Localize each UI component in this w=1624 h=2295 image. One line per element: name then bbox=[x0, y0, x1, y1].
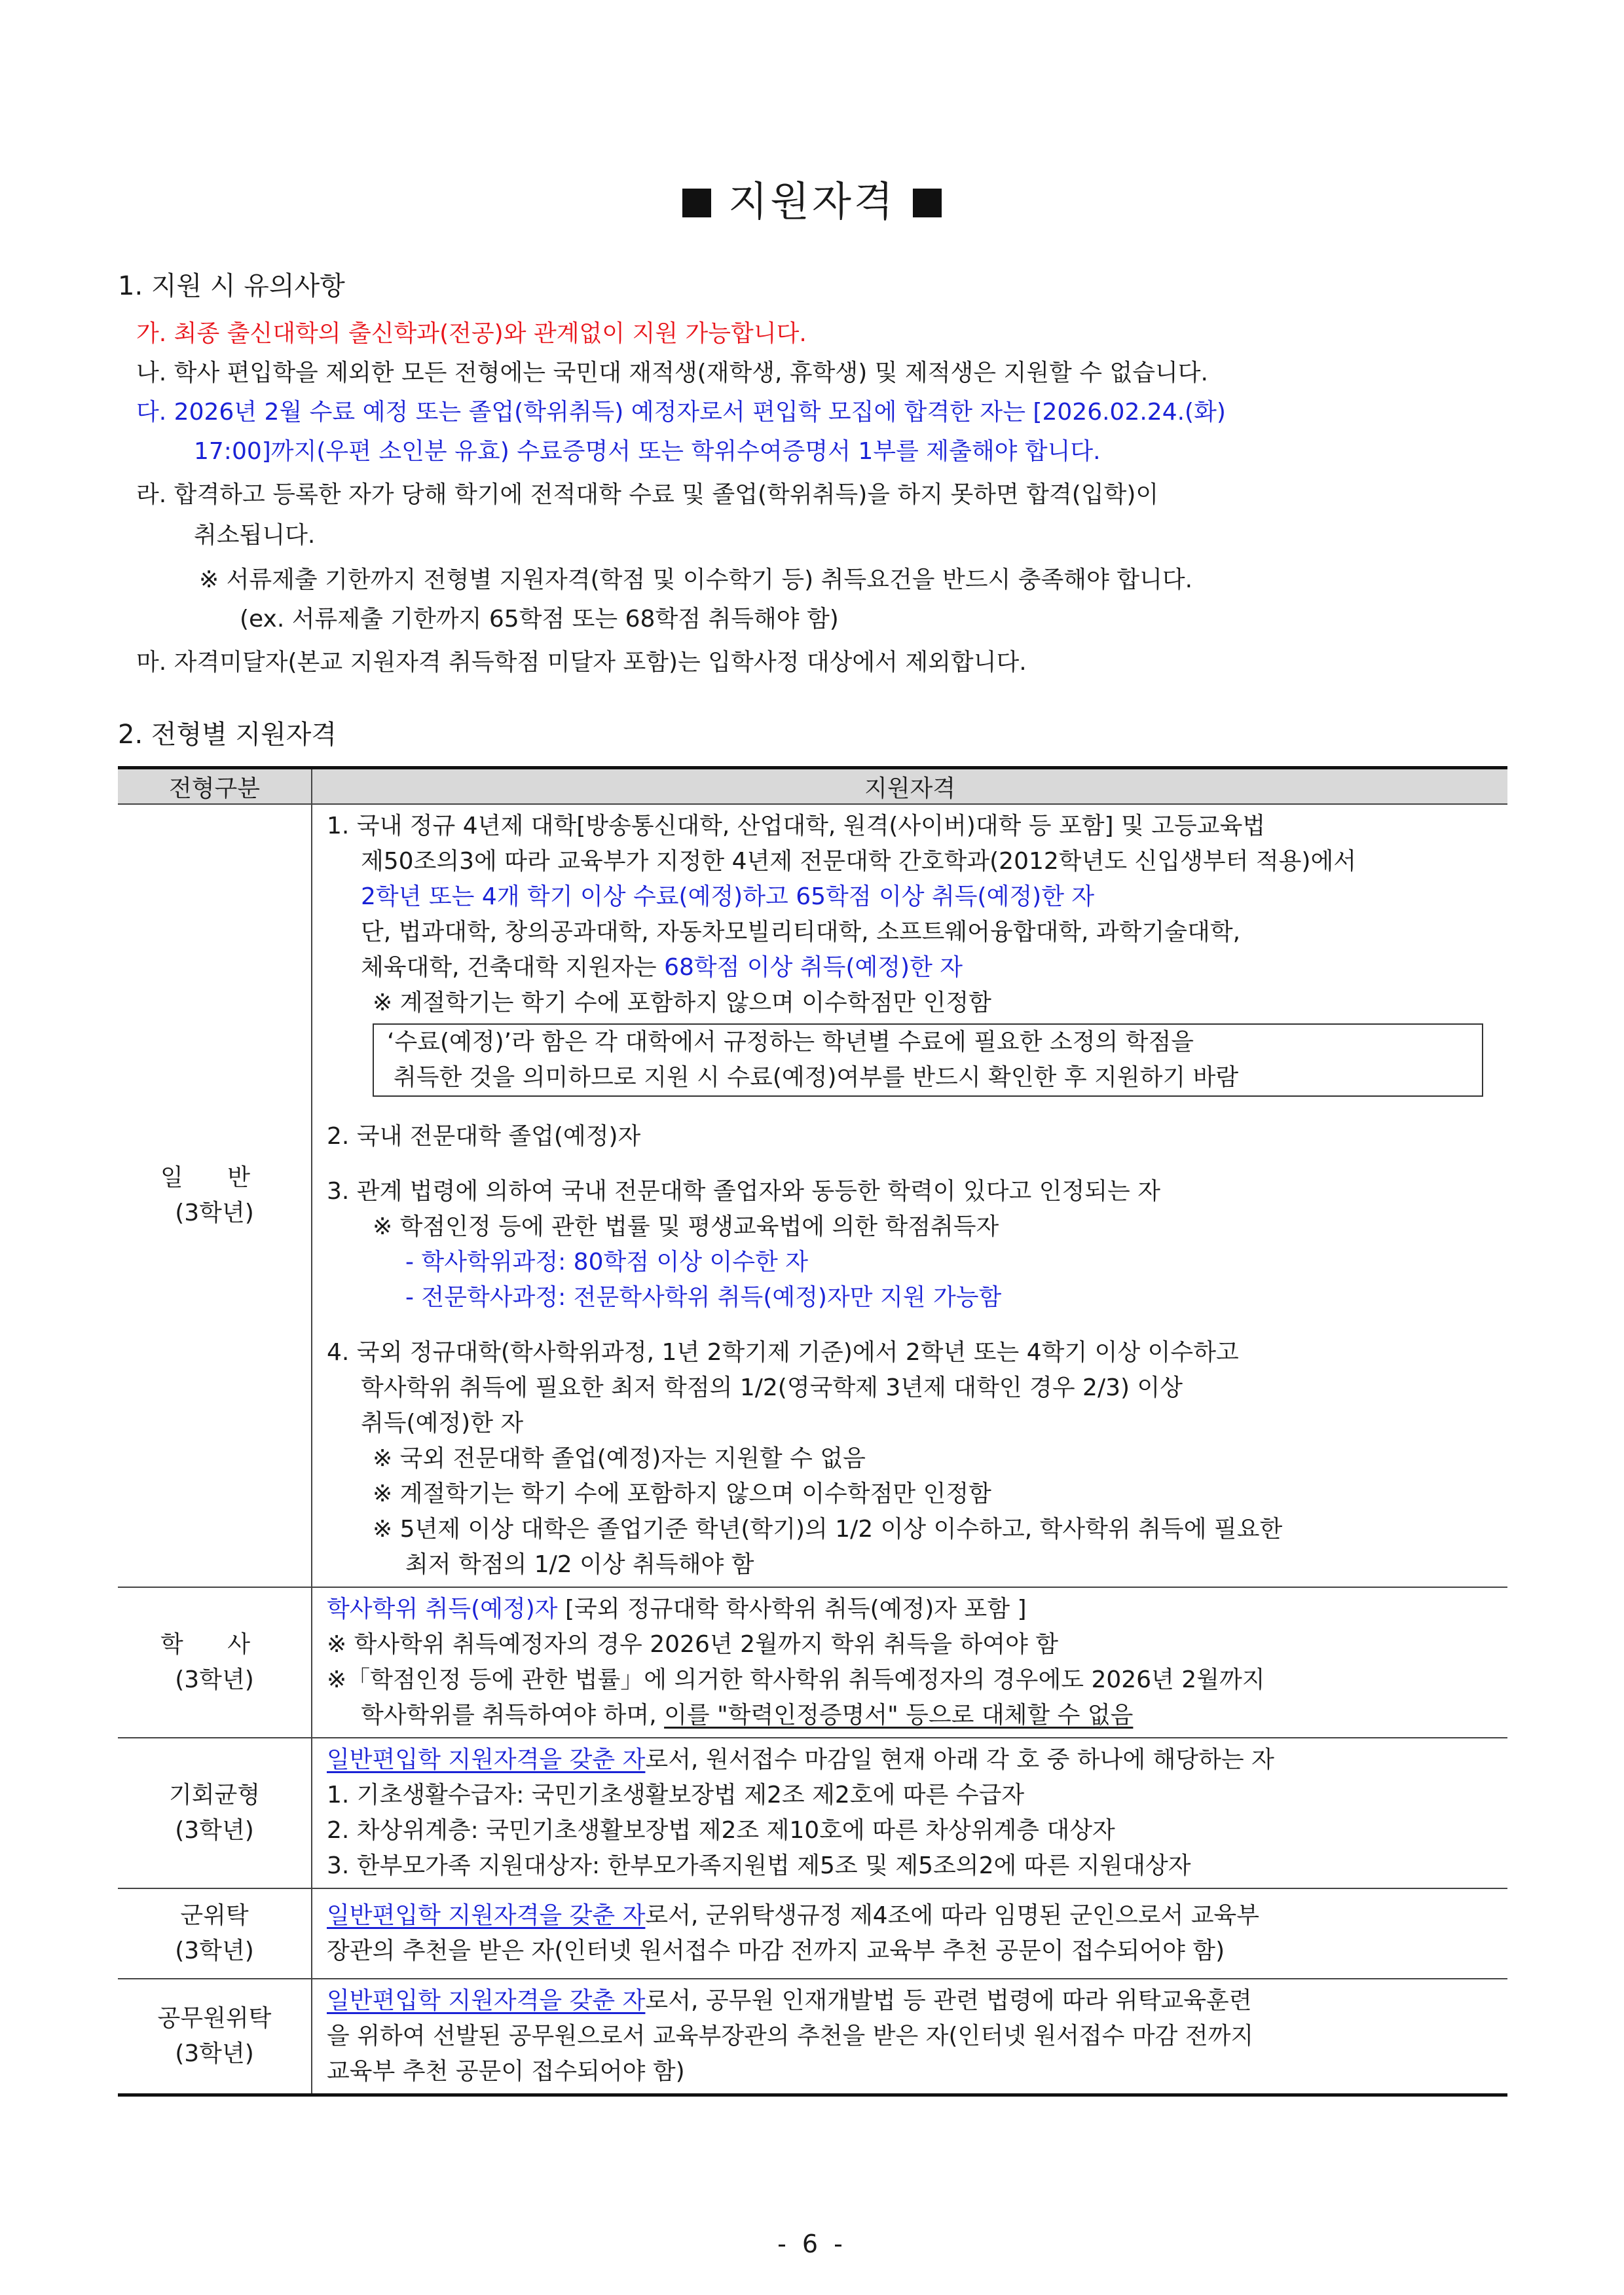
col-header-qualification: 지원자격 bbox=[312, 768, 1507, 805]
black-square-icon bbox=[682, 189, 711, 217]
category-sub: (3학년) bbox=[175, 1666, 254, 1693]
general-p1-line5 bbox=[327, 950, 1507, 985]
military-line2: 장관의 추천을 받은 자(인터넷 원서접수 마감 전까지 교육부 추천 공문이 접수되어야 함) bbox=[327, 1937, 1225, 1964]
category-label: 군위탁 bbox=[180, 1902, 249, 1929]
note-ra-1: 라. 합격하고 등록한 자가 당해 학기에 전적대학 수료 및 졸업(학위취득)을 하지 못하면 합격(입학)이 bbox=[136, 481, 1159, 508]
general-p1-line1: 1. 국내 정규 4년제 대학[방송통신대학, 산업대학, 원격(사이버)대학 등 포함] 및 고등교육법 bbox=[327, 813, 1266, 839]
page-title bbox=[0, 169, 1624, 227]
category-label: 일 반 bbox=[160, 1164, 268, 1191]
bachelor-line2: ※ 학사학위 취득예정자의 경우 2026년 2월까지 학위 취득을 하여야 함 bbox=[327, 1631, 1059, 1658]
bachelor-line4-underlined: 이를 "학력인정증명서" 등으로 대체할 수 없음 bbox=[664, 1702, 1134, 1729]
note-ga: 가. 최종 출신대학의 출신학과(전공)와 관계없이 지원 가능합니다. bbox=[136, 320, 807, 347]
section2-heading: 2. 전형별 지원자격 bbox=[118, 720, 337, 750]
general-p4-line5: ※ 계절학기는 학기 수에 포함하지 않으며 이수학점만 인정함 bbox=[373, 1480, 991, 1507]
general-p3-line1: 3. 관계 법령에 의하여 국내 전문대학 졸업자와 동등한 학력이 있다고 인정되는 자 bbox=[327, 1178, 1161, 1205]
category-sub: (3학년) bbox=[175, 1937, 254, 1964]
qualification-military bbox=[312, 1888, 1507, 1979]
box-line1: ‘수료(예정)’라 함은 각 대학에서 규정하는 학년별 수료에 필요한 소정의 학점을 bbox=[387, 1029, 1194, 1056]
equal-item1: 1. 기초생활수급자: 국민기초생활보장법 제2조 제2호에 따른 수급자 bbox=[327, 1782, 1025, 1808]
qualification-equal-opportunity bbox=[312, 1738, 1507, 1888]
civil-line1-rest: 로서, 공무원 인재개발법 등 관련 법령에 따라 위탁교육훈련 bbox=[645, 1987, 1252, 2014]
category-civil-servant bbox=[118, 1979, 312, 2095]
note-da-2: 17:00]까지(우편 소인분 유효) 수료증명서 또는 학위수여증명서 1부를 제출해야 합니다. bbox=[194, 438, 1101, 465]
category-label: 기회균형 bbox=[168, 1782, 261, 1808]
table-header-row bbox=[118, 768, 1507, 805]
category-military bbox=[118, 1888, 312, 1979]
civil-line2: 을 위하여 선발된 공무원으로서 교육부장관의 추천을 받은 자(인터넷 원서접수 마감 전까지 bbox=[327, 2023, 1254, 2049]
bachelor-line1-blue: 학사학위 취득(예정)자 bbox=[327, 1596, 558, 1623]
col-header-type: 전형구분 bbox=[118, 768, 312, 805]
general-p4-line4: ※ 국외 전문대학 졸업(예정)자는 지원할 수 없음 bbox=[373, 1445, 866, 1472]
category-sub: (3학년) bbox=[175, 1200, 254, 1226]
civil-line1 bbox=[327, 1983, 1507, 2019]
category-label: 공무원위탁 bbox=[157, 2005, 272, 2032]
note-ra-2: 취소됩니다. bbox=[194, 522, 316, 549]
general-p4-line1: 4. 국외 정규대학(학사학위과정, 1년 2학기제 기준)에서 2학년 또는 4학기 이상 이수하고 bbox=[327, 1339, 1239, 1366]
category-sub: (3학년) bbox=[175, 1817, 254, 1844]
category-equal-opportunity bbox=[118, 1738, 312, 1888]
general-p1-line3: 2학년 또는 4개 학기 이상 수료(예정)하고 65학점 이상 취득(예정)한 자 bbox=[361, 883, 1095, 910]
note-asterisk-1: ※ 서류제출 기한까지 전형별 지원자격(학점 및 이수학기 등) 취득요건을 반드시 충족해야 합니다. bbox=[199, 566, 1193, 593]
military-line1-rest: 로서, 군위탁생규정 제4조에 따라 임명된 군인으로서 교육부 bbox=[645, 1902, 1260, 1929]
completion-note-box bbox=[373, 1023, 1483, 1097]
general-p2: 2. 국내 전문대학 졸업(예정)자 bbox=[327, 1123, 641, 1150]
bachelor-line4 bbox=[327, 1698, 1507, 1733]
general-p4-line6: ※ 5년제 이상 대학은 졸업기준 학년(학기)의 1/2 이상 이수하고, 학사학위 취득에 필요한 bbox=[373, 1516, 1283, 1543]
black-square-icon bbox=[913, 189, 942, 217]
page-title-text: 지원자격 bbox=[728, 177, 896, 225]
general-p3-line2: ※ 학점인정 등에 관한 법률 및 평생교육법에 의한 학점취득자 bbox=[373, 1213, 999, 1240]
equal-line1-blue: 일반편입학 지원자격을 갖춘 자 bbox=[327, 1746, 646, 1773]
category-label: 학 사 bbox=[160, 1631, 268, 1658]
qualification-table bbox=[118, 766, 1507, 2097]
section1-heading: 1. 지원 시 유의사항 bbox=[118, 271, 345, 301]
note-da-1: 다. 2026년 2월 수료 예정 또는 졸업(학위취득) 예정자로서 편입학 모집에 합격한 자는 [2026.02.24.(화) bbox=[136, 399, 1226, 426]
note-na: 나. 학사 편입학을 제외한 모든 전형에는 국민대 재적생(재학생, 휴학생) 및 제적생은 지원할 수 없습니다. bbox=[136, 359, 1209, 386]
general-p3-line4: - 전문학사과정: 전문학사학위 취득(예정)자만 지원 가능함 bbox=[405, 1284, 1002, 1311]
table-row-general bbox=[118, 804, 1507, 1587]
military-line1-blue: 일반편입학 지원자격을 갖춘 자 bbox=[327, 1902, 646, 1929]
table-row-bachelor bbox=[118, 1587, 1507, 1738]
box-line2: 취득한 것을 의미하므로 지원 시 수료(예정)여부를 반드시 확인한 후 지원하기 바람 bbox=[394, 1064, 1239, 1091]
equal-line1 bbox=[327, 1742, 1507, 1778]
table-row-civil-servant bbox=[118, 1979, 1507, 2095]
qualification-bachelor bbox=[312, 1587, 1507, 1738]
general-p1-line2: 제50조의3에 따라 교육부가 지정한 4년제 전문대학 간호학과(2012학년도 신입생부터 적용)에서 bbox=[361, 848, 1357, 875]
category-bachelor bbox=[118, 1587, 312, 1738]
note-asterisk-2: (ex. 서류제출 기한까지 65학점 또는 68학점 취득해야 함) bbox=[240, 606, 839, 633]
table-row-equal-opportunity bbox=[118, 1738, 1507, 1888]
qualification-general bbox=[312, 804, 1507, 1587]
bachelor-line1 bbox=[327, 1592, 1507, 1627]
category-general bbox=[118, 804, 312, 1587]
civil-line1-blue: 일반편입학 지원자격을 갖춘 자 bbox=[327, 1987, 646, 2014]
general-p3-line3: - 학사학위과정: 80학점 이상 이수한 자 bbox=[405, 1249, 809, 1276]
general-p4-line3: 취득(예정)한 자 bbox=[361, 1410, 524, 1437]
bachelor-line4-text: 학사학위를 취득하여야 하며, bbox=[361, 1702, 665, 1729]
general-p4-line2: 학사학위 취득에 필요한 최저 학점의 1/2(영국학제 3년제 대학인 경우 2/3) 이상 bbox=[361, 1374, 1183, 1401]
equal-item2: 2. 차상위계층: 국민기초생활보장법 제2조 제10호에 따른 차상위계층 대상자 bbox=[327, 1817, 1115, 1844]
equal-line1-rest: 로서, 원서접수 마감일 현재 아래 각 호 중 하나에 해당하는 자 bbox=[645, 1746, 1274, 1773]
page-number: - 6 - bbox=[777, 2230, 847, 2258]
general-p4-line7: 최저 학점의 1/2 이상 취득해야 함 bbox=[405, 1551, 754, 1578]
table-row-military bbox=[118, 1888, 1507, 1979]
qualification-civil-servant bbox=[312, 1979, 1507, 2095]
bachelor-line3: ※「학점인정 등에 관한 법률」에 의거한 학사학위 취득예정자의 경우에도 2026년 2월까지 bbox=[327, 1666, 1265, 1693]
category-sub: (3학년) bbox=[175, 2040, 254, 2067]
bachelor-line1-rest: [국외 정규대학 학사학위 취득(예정)자 포함 ] bbox=[557, 1596, 1027, 1623]
general-p1-line4: 단, 법과대학, 창의공과대학, 자동차모빌리티대학, 소프트웨어융합대학, 과학기술대학, bbox=[361, 919, 1241, 946]
general-p1-line5-text: 체육대학, 건축대학 지원자는 bbox=[361, 954, 665, 981]
civil-line3: 교육부 추천 공문이 접수되어야 함) bbox=[327, 2058, 685, 2085]
equal-item3: 3. 한부모가족 지원대상자: 한부모가족지원법 제5조 및 제5조의2에 따른 지원대상자 bbox=[327, 1852, 1191, 1879]
general-p1-line5-blue: 68학점 이상 취득(예정)한 자 bbox=[664, 954, 963, 981]
military-line1 bbox=[327, 1898, 1507, 1934]
note-ma: 마. 자격미달자(본교 지원자격 취득학점 미달자 포함)는 입학사정 대상에서 제외합니다. bbox=[136, 649, 1027, 676]
general-p1-note: ※ 계절학기는 학기 수에 포함하지 않으며 이수학점만 인정함 bbox=[373, 989, 991, 1016]
